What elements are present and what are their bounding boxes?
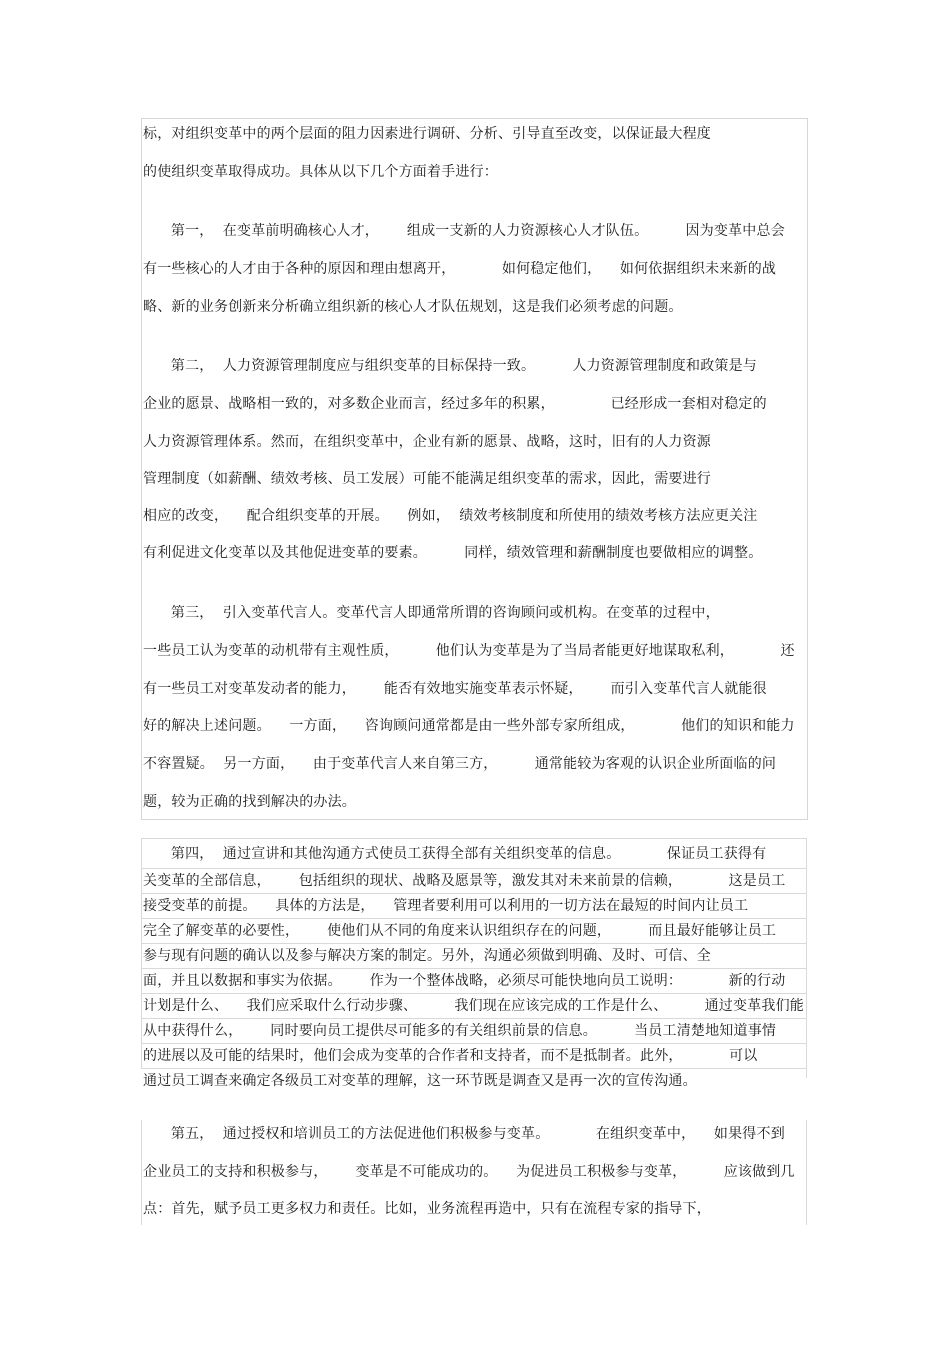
text-line: 第二， 人力资源管理制度应与组织变革的目标保持一致。 人力资源管理制度和政策是与 (143, 358, 758, 374)
text-line: 面，并且以数据和事实为依据。 作为一个整体战略，必须尽可能快地向员工说明： 新的行动 (143, 973, 786, 989)
frame-rule (141, 943, 806, 944)
text-line: 有一些核心的人才由于各种的原因和理由想离开， 如何稳定他们， 如何依据组织未来新的战 (143, 261, 777, 277)
frame-right-rule (806, 1120, 807, 1225)
text-line: 题，较为正确的找到解决的办法。 (143, 794, 356, 810)
frame-rule (141, 1018, 806, 1019)
text-line: 关变革的全部信息， 包括组织的现状、战略及愿景等，激发其对未来前景的信赖， 这是员工 (143, 873, 786, 889)
text-line: 第五， 通过授权和培训员工的方法促进他们积极参与变革。 在组织变革中， 如果得不到 (143, 1126, 785, 1142)
frame-rule (141, 1068, 806, 1069)
text-line: 从中获得什么， 同时要向员工提供尽可能多的有关组织前景的信息。 当员工清楚地知道事情 (143, 1023, 777, 1039)
text-line: 好的解决上述问题。 一方面， 咨询顾问通常都是由一些外部专家所组成， 他们的知识和能力 (143, 718, 795, 734)
text-line: 有一些员工对变革发动者的能力， 能否有效地实施变革表示怀疑， 而引入变革代言人就能很 (143, 681, 767, 697)
frame-rule (141, 993, 806, 994)
text-line: 第四， 通过宣讲和其他沟通方式使员工获得全部有关组织变革的信息。 保证员工获得有 (143, 846, 767, 862)
text-line: 企业的愿景、战略相一致的，对多数企业而言，经过多年的积累， 已经形成一套相对稳定的 (143, 396, 767, 412)
text-line: 人力资源管理体系。然而，在组织变革中，企业有新的愿景、战略，这时，旧有的人力资源 (143, 434, 711, 450)
text-line: 参与现有问题的确认以及参与解决方案的制定。另外，沟通必须做到明确、及时、可信、全 (143, 948, 711, 964)
text-line: 接受变革的前提。 具体的方法是， 管理者要利用可以利用的一切方法在最短的时间内让员工 (143, 898, 749, 914)
text-line: 略、新的业务创新来分析确立组织新的核心人才队伍规划，这是我们必须考虑的问题。 (143, 299, 683, 315)
frame-rule (141, 838, 806, 839)
text-line: 企业员工的支持和积极参与， 变革是不可能成功的。 为促进员工积极参与变革， 应该做到几 (143, 1164, 795, 1180)
text-line: 第一， 在变革前明确核心人才， 组成一支新的人力资源核心人才队伍。 因为变革中总会 (143, 223, 785, 239)
frame-rule (141, 968, 806, 969)
frame-left-rule (141, 838, 142, 1068)
text-line: 一些员工认为变革的动机带有主观性质， 他们认为变革是为了当局者能更好地谋取私利， 还 (143, 643, 795, 659)
frame-rule (141, 1043, 806, 1044)
frame-rule (141, 893, 806, 894)
frame-right-rule (806, 838, 807, 1078)
text-line: 第三， 引入变革代言人。变革代言人即通常所谓的咨询顾问或机构。在变革的过程中， (143, 605, 720, 621)
text-line: 计划是什么、 我们应采取什么行动步骤、 我们现在应该完成的工作是什么、 通过变革我们能 (143, 998, 805, 1014)
text-line: 相应的改变， 配合组织变革的开展。 例如， 绩效考核制度和所使用的绩效考核方法应更关注 (143, 508, 758, 524)
text-line: 完全了解变革的必要性， 使他们从不同的角度来认识组织存在的问题， 而且最好能够让员工 (143, 923, 777, 939)
text-line: 有利促进文化变革以及其他促进变革的要素。 同样，绩效管理和薪酬制度也要做相应的调整。 (143, 545, 763, 561)
text-line: 标，对组织变革中的两个层面的阻力因素进行调研、分析、引导直至改变，以保证最大程度 (143, 126, 711, 142)
text-line: 的进展以及可能的结果时，他们会成为变革的合作者和支持者，而不是抵制者。此外， 可以 (143, 1048, 758, 1064)
text-line: 点：首先，赋予员工更多权力和责任。比如，业务流程再造中，只有在流程专家的指导下， (143, 1201, 711, 1217)
frame-left-rule (141, 1120, 142, 1225)
text-line: 不容置疑。 另一方面， 由于变革代言人来自第三方， 通常能较为客观的认识企业所面临的问 (143, 756, 777, 772)
text-line: 管理制度（如薪酬、绩效考核、员工发展）可能不能满足组织变革的需求，因此，需要进行 (143, 471, 711, 487)
frame-rule (141, 918, 806, 919)
frame-rule (141, 868, 806, 869)
text-line: 通过员工调查来确定各级员工对变革的理解，这一环节既是调查又是再一次的宣传沟通。 (143, 1073, 697, 1089)
text-line: 的使组织变革取得成功。具体从以下几个方面着手进行： (143, 164, 498, 180)
